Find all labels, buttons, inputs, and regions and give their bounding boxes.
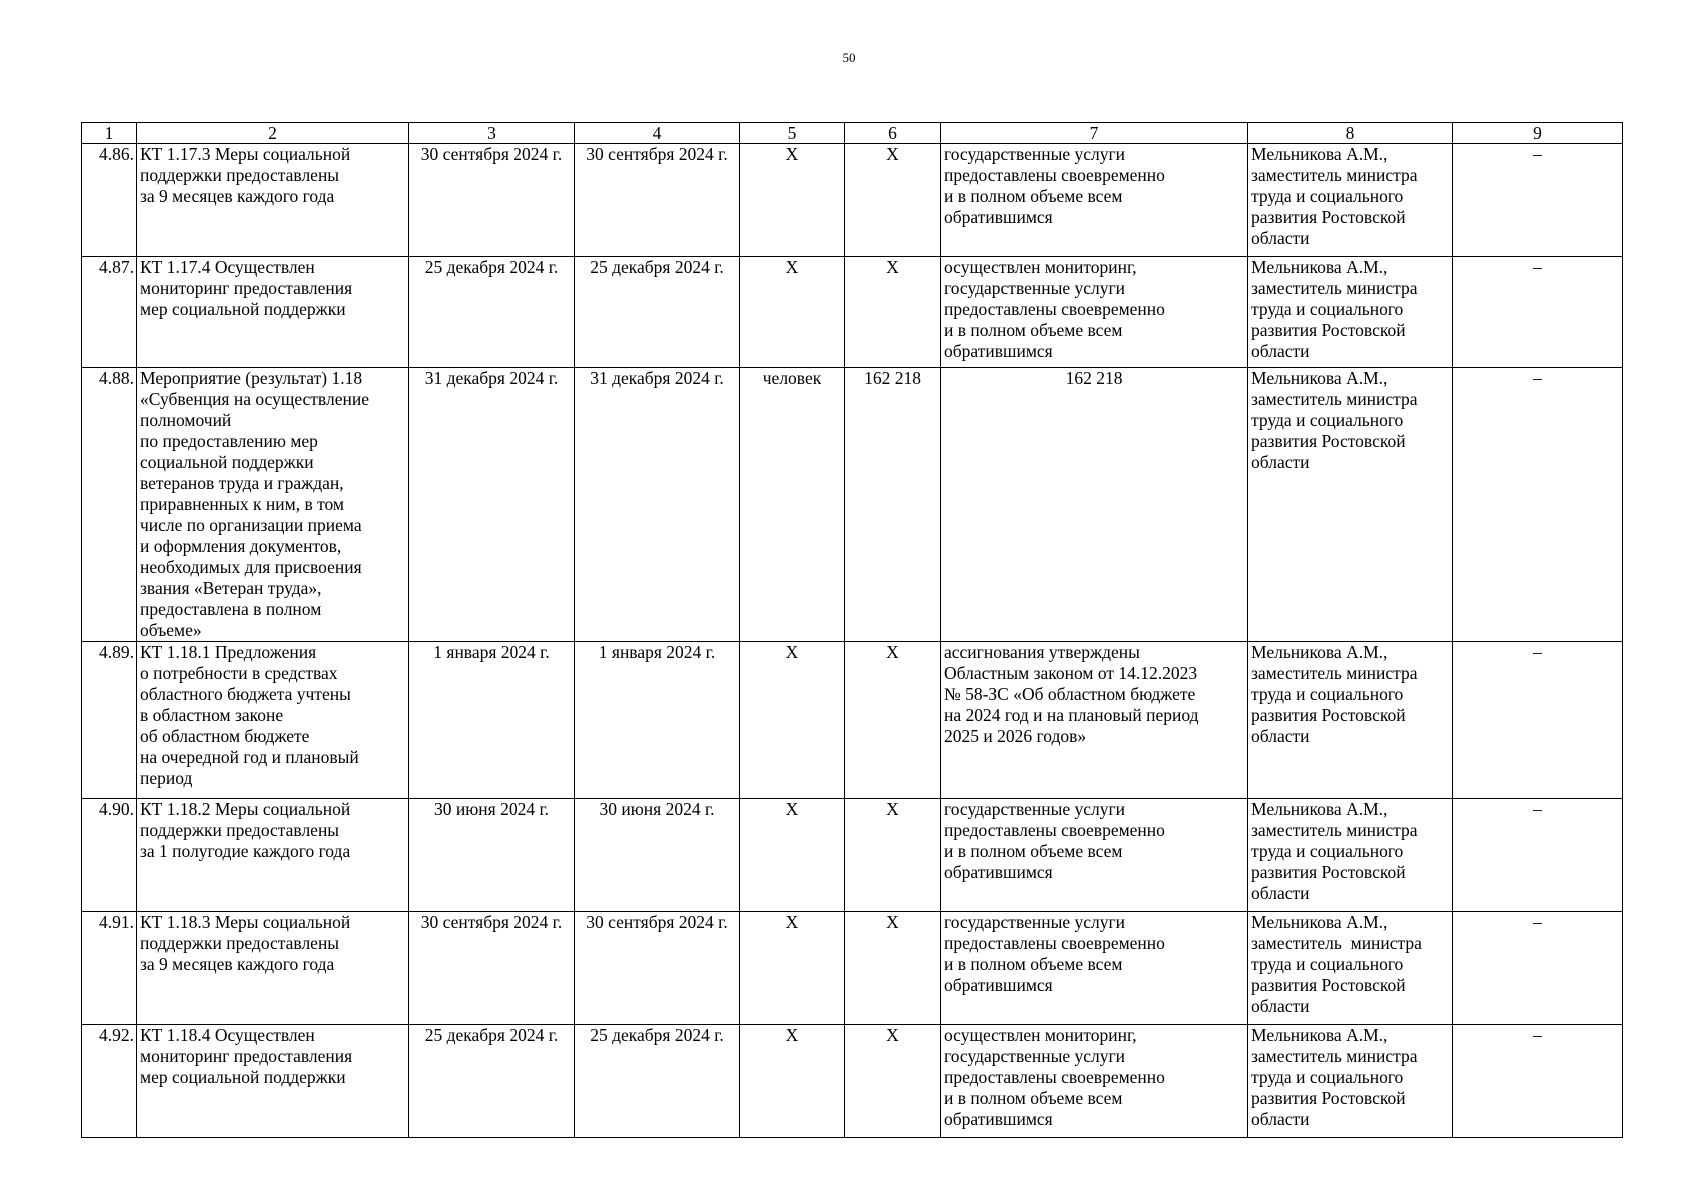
value-cell-text: 162 218 — [864, 368, 921, 388]
row-number-cell — [82, 368, 137, 642]
result-cell-text: государственные услуги предоставлены своевременно и в полном объеме всем обратившимся — [944, 912, 1165, 995]
start-date-cell — [409, 1025, 575, 1138]
note-cell — [1453, 799, 1623, 912]
note-cell-text: – — [1533, 368, 1542, 388]
row-number-cell — [82, 1025, 137, 1138]
event-name-cell — [137, 799, 409, 912]
table-header-row — [82, 123, 1623, 144]
value-cell — [845, 642, 941, 799]
responsible-cell — [1248, 642, 1453, 799]
event-name-cell-text: КТ 1.18.3 Меры социальной поддержки предоставлены за 9 месяцев каждого года — [140, 912, 351, 974]
event-name-cell — [137, 368, 409, 642]
result-cell — [941, 368, 1248, 642]
column-header: 8 — [1248, 123, 1453, 144]
start-date-cell — [409, 368, 575, 642]
responsible-cell — [1248, 257, 1453, 368]
row-number-cell-text: 4.90. — [99, 799, 134, 819]
column-header: 5 — [740, 123, 845, 144]
unit-cell — [740, 799, 845, 912]
responsible-cell — [1248, 368, 1453, 642]
table-row — [82, 799, 1623, 912]
row-number-cell-text: 4.91. — [99, 912, 134, 932]
responsible-cell-text: Мельникова А.М., заместитель министра труда и социального развития Ростовской области — [1251, 912, 1422, 1016]
end-date-cell — [575, 368, 740, 642]
table-body — [82, 144, 1623, 1138]
column-header: 3 — [409, 123, 575, 144]
note-cell-text: – — [1533, 912, 1542, 932]
end-date-cell-text: 30 сентября 2024 г. — [586, 912, 728, 932]
start-date-cell-text: 25 декабря 2024 г. — [424, 1025, 559, 1045]
result-cell-text: 162 218 — [1065, 368, 1123, 388]
result-cell-text: осуществлен мониторинг, государственные услуги предоставлены своевременно и в полном объеме всем обратившимся — [944, 1025, 1165, 1129]
value-cell-text: X — [886, 144, 899, 164]
table-row — [82, 1025, 1623, 1138]
unit-cell — [740, 1025, 845, 1138]
table-row — [82, 368, 1623, 642]
unit-cell-text: X — [785, 1025, 799, 1045]
unit-cell — [740, 368, 845, 642]
value-cell-text: X — [886, 912, 899, 932]
column-header: 1 — [82, 123, 137, 144]
row-number-cell-text: 4.92. — [99, 1025, 134, 1045]
responsible-cell-text: Мельникова А.М., заместитель министра труда и социального развития Ростовской области — [1251, 257, 1418, 361]
result-cell — [941, 257, 1248, 368]
responsible-cell-text: Мельникова А.М., заместитель министра труда и социального развития Ростовской области — [1251, 144, 1418, 248]
result-cell-text: ассигнования утверждены Областным законом от 14.12.2023 № 58-ЗС «Об областном бюджете на 2024 год и на плановый период 2025 и 2026 годов» — [944, 642, 1199, 746]
responsible-cell-text: Мельникова А.М., заместитель министра труда и социального развития Ростовской области — [1251, 368, 1418, 472]
column-header: 2 — [137, 123, 409, 144]
result-cell-text: государственные услуги предоставлены своевременно и в полном объеме всем обратившимся — [944, 144, 1165, 227]
end-date-cell — [575, 1025, 740, 1138]
note-cell-text: – — [1533, 1025, 1542, 1045]
start-date-cell-text: 25 декабря 2024 г. — [424, 257, 559, 277]
row-number-cell — [82, 912, 137, 1025]
value-cell — [845, 1025, 941, 1138]
start-date-cell-text: 31 декабря 2024 г. — [424, 368, 559, 388]
event-name-cell-text: КТ 1.18.1 Предложения о потребности в средствах областного бюджета учтены в областном законе об областном бюджете на очередной год и плановый период — [140, 642, 359, 788]
end-date-cell-text: 25 декабря 2024 г. — [590, 1025, 724, 1045]
start-date-cell — [409, 144, 575, 257]
start-date-cell-text: 30 июня 2024 г. — [433, 799, 550, 819]
result-cell — [941, 144, 1248, 257]
unit-cell-text: X — [785, 799, 799, 819]
value-cell-text: X — [886, 642, 899, 662]
unit-cell — [740, 144, 845, 257]
responsible-cell-text: Мельникова А.М., заместитель министра труда и социального развития Ростовской области — [1251, 799, 1418, 903]
start-date-cell-text: 30 сентября 2024 г. — [420, 912, 563, 932]
result-cell — [941, 912, 1248, 1025]
value-cell — [845, 799, 941, 912]
responsible-cell — [1248, 144, 1453, 257]
event-name-cell — [137, 1025, 409, 1138]
result-cell — [941, 642, 1248, 799]
end-date-cell-text: 31 декабря 2024 г. — [590, 368, 724, 388]
end-date-cell — [575, 642, 740, 799]
start-date-cell — [409, 642, 575, 799]
value-cell-text: X — [886, 1025, 899, 1045]
note-cell-text: – — [1533, 144, 1542, 164]
note-cell-text: – — [1533, 257, 1542, 277]
unit-cell-text: X — [785, 912, 799, 932]
responsible-cell-text: Мельникова А.М., заместитель министра труда и социального развития Ростовской области — [1251, 642, 1418, 746]
row-number-cell-text: 4.89. — [99, 642, 134, 662]
unit-cell — [740, 912, 845, 1025]
unit-cell-text: человек — [762, 368, 822, 388]
start-date-cell — [409, 799, 575, 912]
end-date-cell-text: 1 января 2024 г. — [598, 642, 716, 662]
result-cell-text: государственные услуги предоставлены своевременно и в полном объеме всем обратившимся — [944, 799, 1165, 882]
note-cell — [1453, 1025, 1623, 1138]
end-date-cell-text: 30 июня 2024 г. — [599, 799, 715, 819]
row-number-cell-text: 4.88. — [99, 368, 134, 388]
start-date-cell-text: 1 января 2024 г. — [433, 642, 550, 662]
column-header: 7 — [941, 123, 1248, 144]
column-header: 4 — [575, 123, 740, 144]
table-row — [82, 642, 1623, 799]
result-cell — [941, 1025, 1248, 1138]
table-row — [82, 144, 1623, 257]
end-date-cell-text: 30 сентября 2024 г. — [586, 144, 728, 164]
result-cell-text: осуществлен мониторинг, государственные услуги предоставлены своевременно и в полном объеме всем обратившимся — [944, 257, 1165, 361]
start-date-cell — [409, 912, 575, 1025]
row-number-cell — [82, 144, 137, 257]
responsible-cell — [1248, 1025, 1453, 1138]
note-cell-text: – — [1533, 642, 1542, 662]
unit-cell — [740, 642, 845, 799]
responsible-cell — [1248, 912, 1453, 1025]
event-name-cell — [137, 642, 409, 799]
column-header: 6 — [845, 123, 941, 144]
event-name-cell — [137, 144, 409, 257]
value-cell — [845, 144, 941, 257]
start-date-cell-text: 30 сентября 2024 г. — [420, 144, 563, 164]
event-name-cell-text: КТ 1.17.4 Осуществлен мониторинг предоставления мер социальной поддержки — [140, 257, 353, 319]
note-cell — [1453, 144, 1623, 257]
end-date-cell-text: 25 декабря 2024 г. — [590, 257, 724, 277]
note-cell-text: – — [1533, 799, 1542, 819]
note-cell — [1453, 368, 1623, 642]
responsible-cell — [1248, 799, 1453, 912]
row-number-cell-text: 4.86. — [99, 144, 134, 164]
start-date-cell — [409, 257, 575, 368]
value-cell-text: X — [886, 799, 899, 819]
row-number-cell — [82, 799, 137, 912]
note-cell — [1453, 912, 1623, 1025]
row-number-cell — [82, 257, 137, 368]
end-date-cell — [575, 912, 740, 1025]
value-cell — [845, 368, 941, 642]
column-header: 9 — [1453, 123, 1623, 144]
event-name-cell-text: КТ 1.18.2 Меры социальной поддержки предоставлены за 1 полугодие каждого года — [140, 799, 351, 861]
note-cell — [1453, 257, 1623, 368]
page-number: 50 — [842, 50, 856, 65]
event-name-cell — [137, 912, 409, 1025]
responsible-cell-text: Мельникова А.М., заместитель министра труда и социального развития Ростовской области — [1251, 1025, 1418, 1129]
row-number-cell — [82, 642, 137, 799]
value-cell — [845, 912, 941, 1025]
event-name-cell-text: КТ 1.17.3 Меры социальной поддержки предоставлены за 9 месяцев каждого года — [140, 144, 351, 206]
unit-cell — [740, 257, 845, 368]
value-cell-text: X — [886, 257, 899, 277]
end-date-cell — [575, 144, 740, 257]
table-row — [82, 257, 1623, 368]
unit-cell-text: X — [785, 257, 799, 277]
result-cell — [941, 799, 1248, 912]
end-date-cell — [575, 257, 740, 368]
note-cell — [1453, 642, 1623, 799]
unit-cell-text: X — [785, 642, 799, 662]
event-name-cell-text: КТ 1.18.4 Осуществлен мониторинг предоставления мер социальной поддержки — [140, 1025, 353, 1087]
event-name-cell-text: Мероприятие (результат) 1.18 «Субвенция на осуществление полномочий по предоставлению мер социальной поддержки ветеранов труда и граждан, приравненных к ним, в том числе по организации приема и оформления документов, необходимых для присвоения звания «Ветеран труда», предоставлена в полном объеме» — [140, 368, 369, 640]
unit-cell-text: X — [785, 144, 799, 164]
event-name-cell — [137, 257, 409, 368]
row-number-cell-text: 4.87. — [99, 257, 134, 277]
table-row — [82, 912, 1623, 1025]
end-date-cell — [575, 799, 740, 912]
value-cell — [845, 257, 941, 368]
plan-table — [81, 122, 1623, 1138]
